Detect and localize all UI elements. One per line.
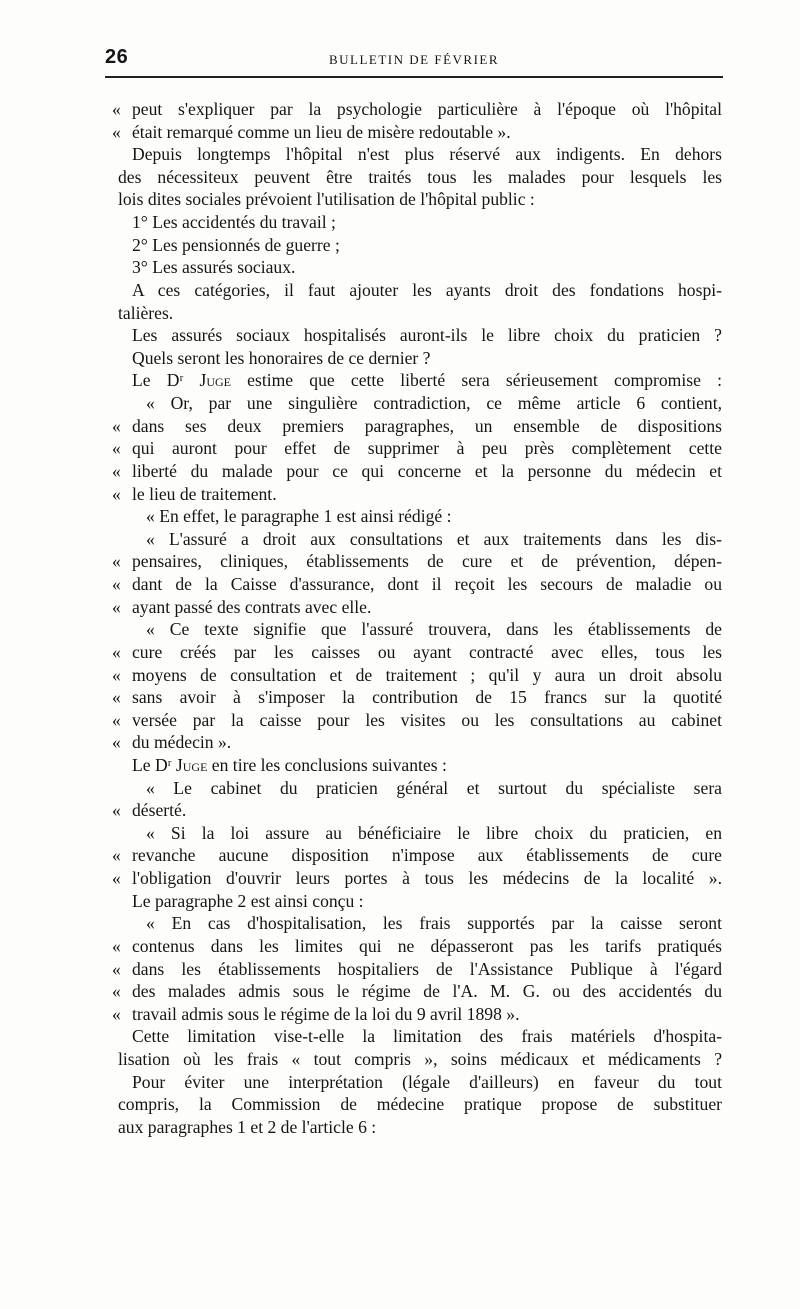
line-text: « Ce texte signifie que l'assuré trouvera, dans les établissements de [146,619,722,640]
line-text: Cette limitation vise-t-elle la limitation des frais matériels d'hospita- [132,1026,722,1047]
text-line [146,505,722,527]
text-line [112,799,722,821]
text-line [112,1003,722,1025]
quote-mark: « [112,438,121,459]
text-line [146,822,722,844]
line-text: Depuis longtemps l'hôpital n'est plus réservé aux indigents. En dehors [132,144,722,165]
line-text: sans avoir à s'imposer la contribution de 15 francs sur la quotité [132,687,722,708]
line-text: ayant passé des contrats avec elle. [132,596,372,617]
text-line [112,980,722,1002]
line-text: l'obligation d'ouvrir leurs portes à tous les médecins de la localité ». [132,868,722,889]
text-line [112,844,722,866]
line-text: Le Dʳ [132,370,200,391]
line-text: compris, la Commission de médecine pratique propose de substituer [118,1094,722,1115]
text-line [132,324,722,346]
line-text: aux paragraphes 1 et 2 de l'article 6 : [118,1116,377,1137]
page-header [105,46,723,78]
text-line [112,550,722,572]
line-text: « L'assuré a droit aux consultations et aux traitements dans les dis- [146,528,722,549]
text-line [132,754,722,776]
line-text: le lieu de traitement. [132,483,277,504]
quote-mark: « [112,415,121,436]
text-line [146,618,722,640]
text-line [132,1071,722,1093]
line-text: pensaires, cliniques, établissements de cure et de prévention, dépen- [132,551,722,572]
text-line [118,1048,722,1070]
text-line [112,935,722,957]
text-line [146,528,722,550]
text-line [112,867,722,889]
text-line [112,596,722,618]
text-line [146,777,722,799]
author-name: Juge [175,754,208,775]
quote-mark: « [112,551,121,572]
text-line [112,641,722,663]
line-text: « Or, par une singulière contradiction, ce même article 6 contient, [146,393,722,414]
line-text: dans les établissements hospitaliers de l'Assistance Publique à l'égard [132,958,722,979]
line-text: Le paragraphe 2 est ainsi conçu : [132,890,364,911]
text-line [118,188,722,210]
text-line [112,664,722,686]
line-text: moyens de consultation et de traitement ; qu'il y aura un droit absolu [132,664,722,685]
text-line [112,709,722,731]
text-line [132,890,722,912]
text-line [146,912,722,934]
line-text: revanche aucune disposition n'impose aux établissements de cure [132,845,722,866]
line-text: « Le cabinet du praticien général et surtout du spécialiste sera [146,777,722,798]
line-text: Pour éviter une interprétation (légale d'ailleurs) en faveur du tout [132,1071,722,1092]
line-text: contenus dans les limites qui ne dépasseront pas les tarifs pratiqués [132,935,722,956]
line-text: Les assurés sociaux hospitalisés auront-ils le libre choix du praticien ? [132,325,722,346]
text-line [132,256,722,278]
line-text: des nécessiteux peuvent être traités tous les malades pour lesquels les [118,166,722,187]
text-line [146,392,722,414]
quote-mark: « [112,845,121,866]
line-text: liberté du malade pour ce qui concerne et la personne du médecin et [132,460,722,481]
text-line [132,279,722,301]
text-line [112,731,722,753]
text-line [132,143,722,165]
line-text: versée par la caisse pour les visites ou les consultations au cabinet [132,709,722,730]
line-text: des malades admis sous le régime de l'A. M. G. ou des accidentés du [132,981,722,1002]
line-text: peut s'expliquer par la psychologie particulière à l'époque où l'hôpital [132,99,722,119]
line-text: 1° Les accidentés du travail ; [132,212,336,233]
text-line [132,369,722,391]
running-title: BULLETIN DE FÉVRIER [328,52,500,67]
line-text: dant de la Caisse d'assurance, dont il reçoit les secours de maladie ou [132,574,722,595]
text-line [132,211,722,233]
line-text: « Si la loi assure au bénéficiaire le libre choix du praticien, en [146,822,722,843]
line-text: qui auront pour effet de supprimer à peu près complètement cette [132,438,722,459]
text-line [112,483,722,505]
line-text: travail admis sous le régime de la loi du 9 avril 1898 ». [132,1003,520,1024]
line-text: 3° Les assurés sociaux. [132,257,296,278]
text-line [118,1093,722,1115]
quote-mark: « [112,641,121,662]
text-line [112,415,722,437]
line-text: déserté. [132,800,187,821]
text-line [112,98,722,120]
quote-mark: « [112,483,121,504]
quote-mark: « [112,981,121,1002]
quote-mark: « [112,958,121,979]
line-text: « En cas d'hospitalisation, les frais supportés par la caisse seront [146,913,722,934]
line-text: A ces catégories, il faut ajouter les ayants droit des fondations hospi- [132,279,722,300]
text-line [112,686,722,708]
text-line [118,166,722,188]
quote-mark: « [112,1003,121,1024]
quote-mark: « [112,868,121,889]
text-line [112,121,722,143]
text-line [112,958,722,980]
text-line [132,234,722,256]
quote-mark: « [112,935,121,956]
line-text: talières. [118,302,174,323]
line-text-continued: en tire les conclusions suivantes : [207,754,447,775]
line-text-continued: estime que cette liberté sera sérieusement compromise : [230,370,722,391]
line-text: cure créés par les caisses ou ayant contracté avec elles, tous les [132,641,722,662]
quote-mark: « [112,687,121,708]
text-line [132,347,722,369]
quote-mark: « [112,99,121,119]
text-line [132,1025,722,1047]
text-line [118,302,722,324]
text-line [112,437,722,459]
line-text: 2° Les pensionnés de guerre ; [132,234,340,255]
line-text: Quels seront les honoraires de ce dernier ? [132,347,431,368]
quote-mark: « [112,664,121,685]
line-text: « En effet, le paragraphe 1 est ainsi rédigé : [146,506,452,527]
quote-mark: « [112,121,121,142]
quote-mark: « [112,709,121,730]
line-text: Le Dʳ [132,754,176,775]
quote-mark: « [112,732,121,753]
quote-mark: « [112,460,121,481]
line-text: dans ses deux premiers paragraphes, un ensemble de dispositions [132,415,722,436]
line-text: lisation où les frais « tout compris », soins médicaux et médicaments ? [118,1049,722,1070]
quote-mark: « [112,574,121,595]
text-line [112,573,722,595]
line-text: lois dites sociales prévoient l'utilisation de l'hôpital public : [118,189,535,210]
text-line [118,1116,722,1138]
line-text: du médecin ». [132,732,232,753]
quote-mark: « [112,596,121,617]
page-number: 26 [105,46,129,68]
line-text: était remarqué comme un lieu de misère redoutable ». [132,121,511,142]
author-name: Juge [199,370,231,391]
text-line [112,460,722,482]
quote-mark: « [112,800,121,821]
